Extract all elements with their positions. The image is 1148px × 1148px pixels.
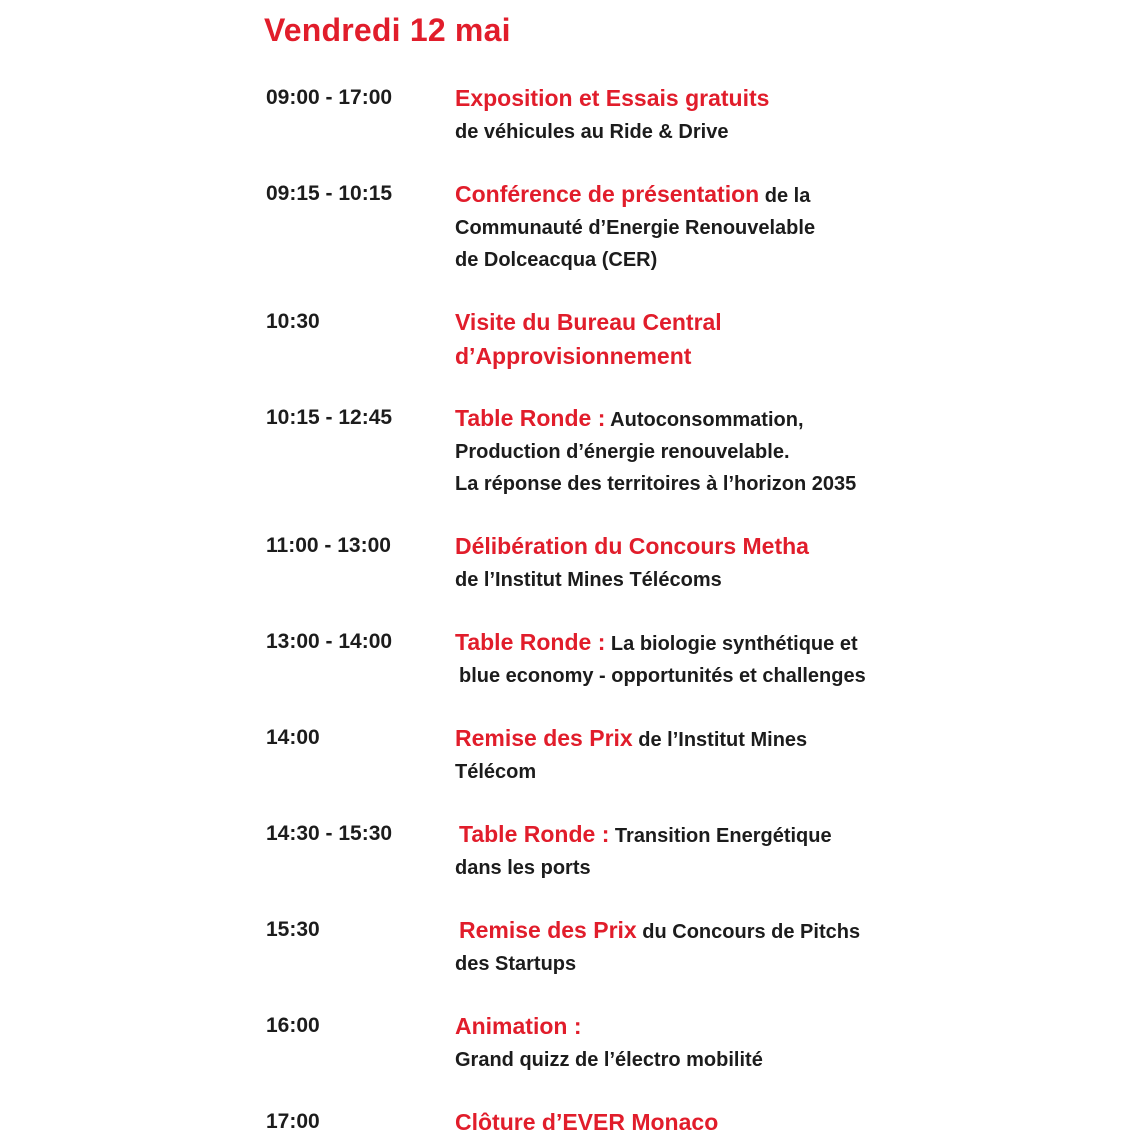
event-line: dans les ports [455,857,591,879]
event-description [455,178,925,276]
event-highlight: Délibération du Concours Metha [455,533,809,559]
event-time: 15:30 [266,918,320,941]
event-description [455,914,925,980]
event-time: 09:15 - 10:15 [266,182,393,205]
event-time: 14:30 - 15:30 [266,822,393,845]
event-line [455,82,925,116]
event-line: Grand quizz de l’électro mobilité [455,1049,763,1071]
event-time: 16:00 [266,1014,320,1037]
event-highlight: Visite du Bureau Central [455,309,722,335]
event-line: Télécom [455,761,537,783]
event-description [455,626,925,692]
event-highlight: Clôture d’EVER Monaco [455,1109,719,1135]
event-text: du Concours de Pitchs [636,921,861,943]
event-line [455,306,925,340]
event-highlight: d’Approvisionnement [455,343,692,369]
event-line [455,530,925,564]
event-time: 10:30 [266,310,320,333]
event-line [455,1010,925,1044]
event-line: Communauté d’Energie Renouvelable [455,217,816,239]
event-text: La biologie synthétique et [605,633,858,655]
event-time: 11:00 - 13:00 [266,534,391,557]
event-line: de véhicules au Ride & Drive [455,121,729,143]
event-text: Autoconsommation, [605,409,804,431]
event-highlight: Table Ronde : [455,629,606,655]
event-time: 14:00 [266,726,320,749]
event-line: blue economy - opportunités et challenges [459,665,866,687]
event-highlight: Table Ronde : [459,821,610,847]
event-line: Production d’énergie renouvelable. [455,441,790,463]
event-time: 09:00 - 17:00 [266,86,393,109]
event-description [455,1010,925,1076]
event-highlight: Remise des Prix [459,917,637,943]
event-description [455,402,925,500]
event-highlight: Conférence de présentation [455,181,760,207]
event-description [455,530,925,596]
event-line: La réponse des territoires à l’horizon 2035 [455,473,857,495]
event-time: 10:15 - 12:45 [266,406,393,429]
event-line: de l’Institut Mines Télécoms [455,569,722,591]
event-line: des Startups [455,953,577,975]
event-description [455,1106,925,1140]
event-line [455,1106,925,1140]
event-description [455,82,925,148]
event-line [455,178,925,212]
event-highlight: Animation : [455,1013,582,1039]
event-highlight: Remise des Prix [455,725,633,751]
event-text: de la [759,185,811,207]
event-text: de l’Institut Mines [632,729,808,751]
event-time: 17:00 [266,1110,320,1133]
event-time: 13:00 - 14:00 [266,630,393,653]
event-highlight: Exposition et Essais gratuits [455,85,770,111]
event-description [455,722,925,788]
day-title: Vendredi 12 mai [264,12,511,48]
event-highlight: Table Ronde : [455,405,606,431]
event-description [455,818,925,884]
event-line [455,818,925,852]
event-text: Transition Energétique [609,825,832,847]
event-description [455,306,925,374]
event-line [455,340,925,374]
event-line [455,402,925,436]
event-line [455,722,925,756]
event-line: de Dolceacqua (CER) [455,249,658,271]
event-line [455,914,925,948]
event-line [455,626,925,660]
